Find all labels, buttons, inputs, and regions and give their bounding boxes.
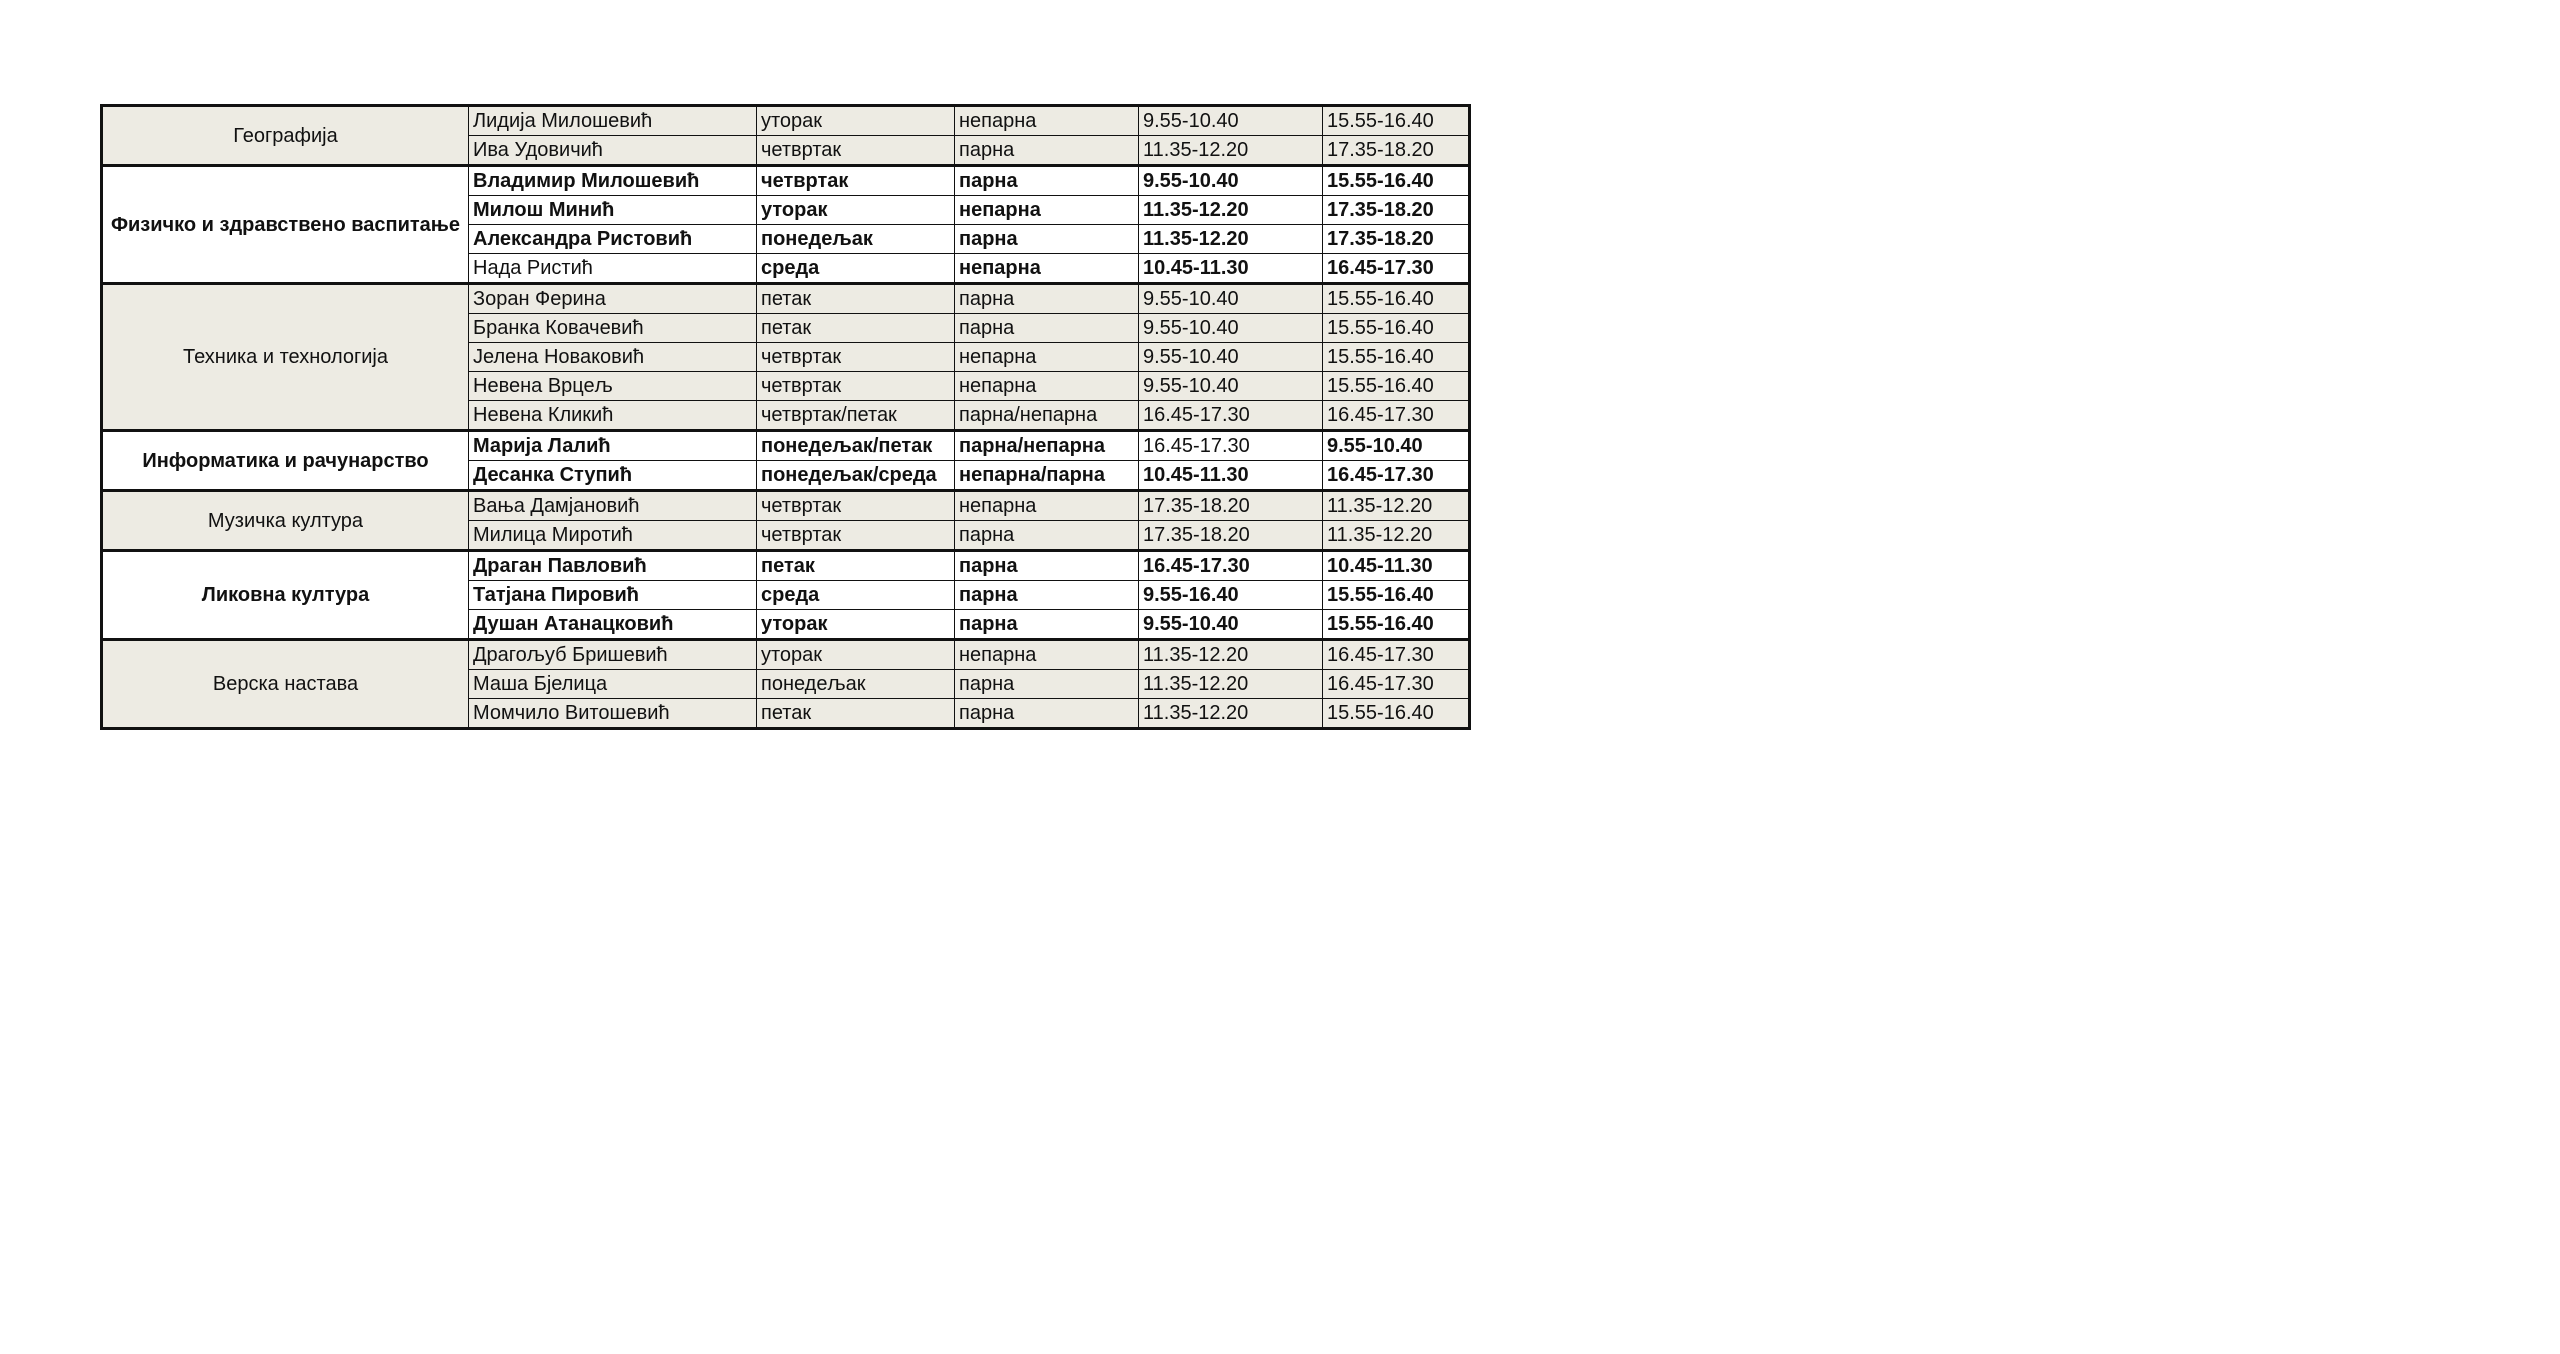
table-row — [102, 551, 1470, 581]
time2-cell: 15.55-16.40 — [1323, 314, 1470, 343]
time1-cell: 10.45-11.30 — [1139, 254, 1323, 284]
table-row — [102, 491, 1470, 521]
subject-cell: Географија — [102, 106, 469, 166]
teacher-cell: Душан Атанацковић — [469, 610, 757, 640]
shift-cell: парна — [955, 699, 1139, 729]
shift-cell: непарна — [955, 106, 1139, 136]
time1-cell: 17.35-18.20 — [1139, 521, 1323, 551]
time1-cell: 9.55-10.40 — [1139, 610, 1323, 640]
teacher-cell: Драган Павловић — [469, 551, 757, 581]
day-cell: четвртак — [757, 136, 955, 166]
time1-cell: 11.35-12.20 — [1139, 225, 1323, 254]
day-cell: четвртак — [757, 166, 955, 196]
time2-cell: 15.55-16.40 — [1323, 610, 1470, 640]
time1-cell: 9.55-10.40 — [1139, 284, 1323, 314]
time1-cell: 10.45-11.30 — [1139, 461, 1323, 491]
time1-cell: 9.55-10.40 — [1139, 166, 1323, 196]
table-row — [102, 106, 1470, 136]
time2-cell: 10.45-11.30 — [1323, 551, 1470, 581]
time2-cell: 15.55-16.40 — [1323, 581, 1470, 610]
teacher-cell: Маша Бјелица — [469, 670, 757, 699]
time1-cell: 9.55-16.40 — [1139, 581, 1323, 610]
consultation-schedule-table — [100, 104, 1471, 730]
shift-cell: парна — [955, 551, 1139, 581]
shift-cell: парна/непарна — [955, 401, 1139, 431]
day-cell: уторак — [757, 640, 955, 670]
day-cell: уторак — [757, 106, 955, 136]
shift-cell: непарна — [955, 640, 1139, 670]
time2-cell: 11.35-12.20 — [1323, 521, 1470, 551]
teacher-cell: Владимир Милошевић — [469, 166, 757, 196]
subject-group — [102, 640, 1470, 729]
time2-cell: 15.55-16.40 — [1323, 166, 1470, 196]
time1-cell: 11.35-12.20 — [1139, 196, 1323, 225]
shift-cell: непарна — [955, 343, 1139, 372]
teacher-cell: Бранка Ковачевић — [469, 314, 757, 343]
teacher-cell: Јелена Новаковић — [469, 343, 757, 372]
subject-cell: Верска настава — [102, 640, 469, 729]
table-row — [102, 431, 1470, 461]
teacher-cell: Десанка Ступић — [469, 461, 757, 491]
teacher-cell: Вања Дамјановић — [469, 491, 757, 521]
shift-cell: парна — [955, 225, 1139, 254]
teacher-cell: Драгољуб Бришевић — [469, 640, 757, 670]
shift-cell: парна — [955, 670, 1139, 699]
day-cell: четвртак — [757, 372, 955, 401]
time1-cell: 9.55-10.40 — [1139, 314, 1323, 343]
time2-cell: 17.35-18.20 — [1323, 136, 1470, 166]
teacher-cell: Лидија Милошевић — [469, 106, 757, 136]
time2-cell: 16.45-17.30 — [1323, 640, 1470, 670]
subject-cell: Музичка култура — [102, 491, 469, 551]
day-cell: четвртак — [757, 521, 955, 551]
day-cell: среда — [757, 254, 955, 284]
day-cell: уторак — [757, 196, 955, 225]
time1-cell: 17.35-18.20 — [1139, 491, 1323, 521]
subject-group — [102, 284, 1470, 431]
day-cell: четвртак/петак — [757, 401, 955, 431]
teacher-cell: Нада Ристић — [469, 254, 757, 284]
table-row — [102, 166, 1470, 196]
subject-cell: Информатика и рачунарство — [102, 431, 469, 491]
day-cell: среда — [757, 581, 955, 610]
teacher-cell: Невена Кликић — [469, 401, 757, 431]
teacher-cell: Милош Минић — [469, 196, 757, 225]
shift-cell: непарна — [955, 254, 1139, 284]
time1-cell: 11.35-12.20 — [1139, 136, 1323, 166]
subject-group — [102, 551, 1470, 640]
time1-cell: 11.35-12.20 — [1139, 640, 1323, 670]
subject-group — [102, 166, 1470, 284]
teacher-cell: Ива Удовичић — [469, 136, 757, 166]
day-cell: понедељак/среда — [757, 461, 955, 491]
time1-cell: 11.35-12.20 — [1139, 670, 1323, 699]
time2-cell: 11.35-12.20 — [1323, 491, 1470, 521]
shift-cell: парна — [955, 284, 1139, 314]
time2-cell: 15.55-16.40 — [1323, 372, 1470, 401]
day-cell: петак — [757, 314, 955, 343]
shift-cell: парна — [955, 581, 1139, 610]
time1-cell: 16.45-17.30 — [1139, 401, 1323, 431]
day-cell: петак — [757, 551, 955, 581]
subject-cell: Ликовна култура — [102, 551, 469, 640]
time2-cell: 15.55-16.40 — [1323, 284, 1470, 314]
day-cell: петак — [757, 284, 955, 314]
time2-cell: 16.45-17.30 — [1323, 670, 1470, 699]
teacher-cell: Милица Миротић — [469, 521, 757, 551]
time1-cell: 11.35-12.20 — [1139, 699, 1323, 729]
time2-cell: 17.35-18.20 — [1323, 196, 1470, 225]
teacher-cell: Александра Ристовић — [469, 225, 757, 254]
time2-cell: 16.45-17.30 — [1323, 461, 1470, 491]
time1-cell: 9.55-10.40 — [1139, 106, 1323, 136]
day-cell: четвртак — [757, 343, 955, 372]
subject-cell: Физичко и здравствено васпитање — [102, 166, 469, 284]
shift-cell: парна — [955, 314, 1139, 343]
subject-group — [102, 431, 1470, 491]
teacher-cell: Татјана Пировић — [469, 581, 757, 610]
shift-cell: парна — [955, 166, 1139, 196]
teacher-cell: Невена Врцељ — [469, 372, 757, 401]
time2-cell: 9.55-10.40 — [1323, 431, 1470, 461]
time2-cell: 17.35-18.20 — [1323, 225, 1470, 254]
time1-cell: 9.55-10.40 — [1139, 372, 1323, 401]
day-cell: петак — [757, 699, 955, 729]
teacher-cell: Марија Лалић — [469, 431, 757, 461]
time1-cell: 16.45-17.30 — [1139, 551, 1323, 581]
day-cell: понедељак — [757, 670, 955, 699]
subject-cell: Техника и технологија — [102, 284, 469, 431]
teacher-cell: Зоран Ферина — [469, 284, 757, 314]
time1-cell: 9.55-10.40 — [1139, 343, 1323, 372]
subject-group — [102, 491, 1470, 551]
table-row — [102, 284, 1470, 314]
teacher-cell: Момчило Витошевић — [469, 699, 757, 729]
shift-cell: парна/непарна — [955, 431, 1139, 461]
day-cell: уторак — [757, 610, 955, 640]
shift-cell: парна — [955, 521, 1139, 551]
time1-cell: 16.45-17.30 — [1139, 431, 1323, 461]
shift-cell: непарна — [955, 372, 1139, 401]
time2-cell: 16.45-17.30 — [1323, 401, 1470, 431]
day-cell: четвртак — [757, 491, 955, 521]
day-cell: понедељак/петак — [757, 431, 955, 461]
time2-cell: 16.45-17.30 — [1323, 254, 1470, 284]
subject-group — [102, 106, 1470, 166]
shift-cell: непарна/парна — [955, 461, 1139, 491]
table-row — [102, 640, 1470, 670]
time2-cell: 15.55-16.40 — [1323, 699, 1470, 729]
shift-cell: непарна — [955, 491, 1139, 521]
time2-cell: 15.55-16.40 — [1323, 343, 1470, 372]
shift-cell: парна — [955, 136, 1139, 166]
day-cell: понедељак — [757, 225, 955, 254]
shift-cell: парна — [955, 610, 1139, 640]
shift-cell: непарна — [955, 196, 1139, 225]
time2-cell: 15.55-16.40 — [1323, 106, 1470, 136]
